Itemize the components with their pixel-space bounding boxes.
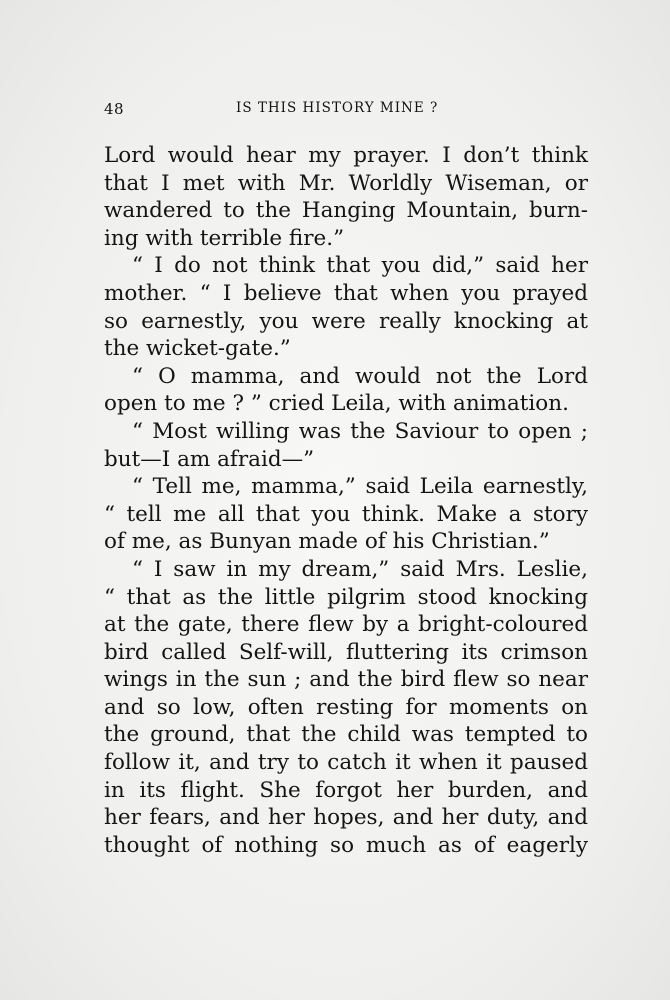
text-line: of me, as Bunyan made of his Christian.”	[104, 529, 550, 555]
text-line: “ I do not think that you did,” said her	[132, 253, 588, 279]
text-line: open to me ? ” cried Leila, with animation.	[104, 391, 569, 417]
text-line: but—I am afraid—”	[104, 446, 315, 472]
text-line: so earnestly, you were really knocking at	[104, 308, 588, 334]
text-line: wandered to the Hanging Mountain, burn-	[104, 198, 588, 224]
text-line: that I met with Mr. Worldly Wiseman, or	[104, 170, 588, 196]
text-line: “ tell me all that you think. Make a story	[104, 501, 588, 527]
page-header	[104, 100, 588, 122]
text-line: “ that as the little pilgrim stood knocking	[104, 584, 588, 610]
page-number: 48	[104, 100, 125, 118]
text-line: “ Most willing was the Saviour to open ;	[132, 418, 588, 444]
running-title: IS THIS HISTORY MINE ?	[236, 100, 439, 116]
text-line: ing with terrible fire.”	[104, 225, 345, 251]
text-line: and so low, often resting for moments on	[104, 694, 588, 720]
text-line: Lord would hear my prayer. I don’t think	[104, 143, 588, 168]
text-line: “ I saw in my dream,” said Mrs. Leslie,	[132, 556, 588, 582]
text-line: follow it, and try to catch it when it paused	[104, 750, 588, 776]
text-line: mother. “ I believe that when you prayed	[104, 280, 588, 306]
text-line: the ground, that the child was tempted to	[104, 722, 588, 748]
text-line: in its flight. She forgot her burden, and	[104, 777, 588, 803]
text-line: the wicket-gate.”	[104, 336, 291, 362]
text-line: thought of nothing so much as of eagerly	[104, 832, 588, 858]
text-line: bird called Self-will, fluttering its crimson	[104, 639, 588, 665]
text-line: “ O mamma, and would not the Lord	[132, 363, 588, 389]
text-line: “ Tell me, mamma,” said Leila earnestly,	[132, 474, 588, 500]
body-text	[104, 142, 588, 859]
text-line: wings in the sun ; and the bird flew so near	[104, 667, 588, 693]
text-line: at the gate, there flew by a bright-coloured	[104, 612, 588, 638]
text-line: her fears, and her hopes, and her duty, and	[104, 805, 588, 831]
